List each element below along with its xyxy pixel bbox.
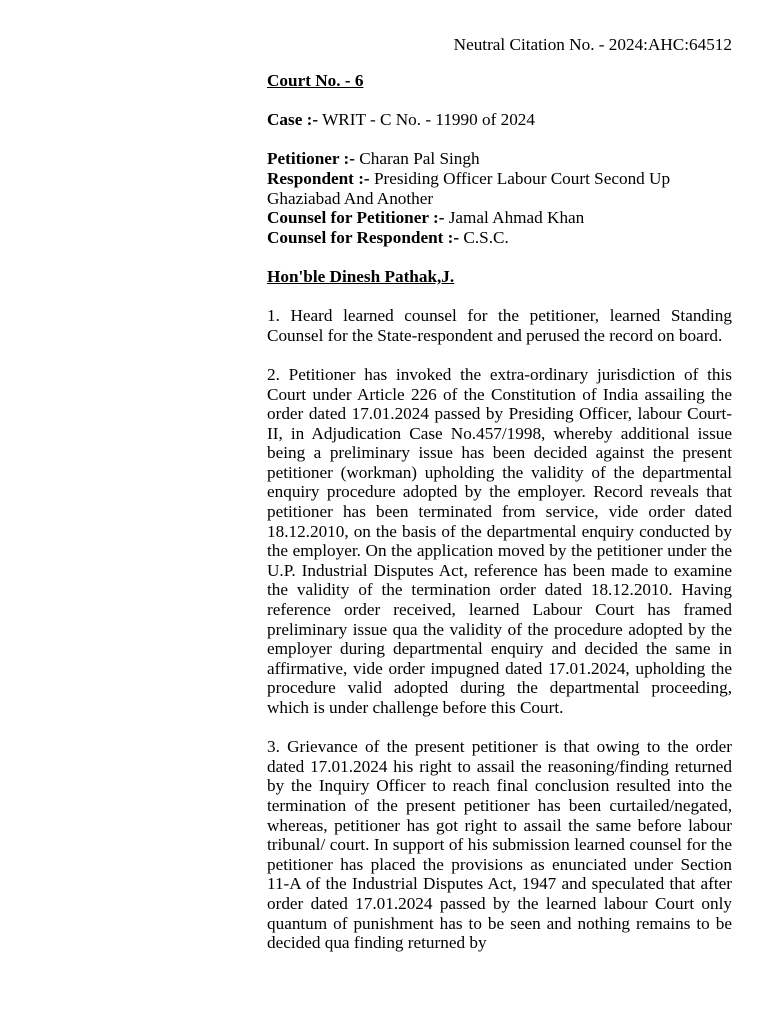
counsel-petitioner-line — [267, 208, 732, 228]
judgment-body — [267, 71, 732, 972]
court-number-text: Court No. - 6 — [267, 71, 364, 90]
counsel-respondent-label: Counsel for Respondent :- — [267, 227, 460, 247]
petitioner-line — [267, 149, 732, 169]
respondent-label: Respondent :- — [267, 168, 370, 188]
petitioner-label: Petitioner :- — [267, 149, 355, 169]
respondent-value: Presiding Officer Labour Court Second Up Ghaziabad And Another — [267, 168, 671, 208]
petitioner-value: Charan Pal Singh — [359, 149, 480, 169]
paragraph-1: 1. Heard learned counsel for the petitioner, learned Standing Counsel for the State-respondent and perused the record on board. — [267, 306, 732, 345]
judge-name — [267, 267, 732, 287]
case-line — [267, 110, 732, 130]
counsel-respondent-line — [267, 228, 732, 248]
case-value: WRIT - C No. - 11990 of 2024 — [322, 110, 535, 130]
paragraph-3: 3. Grievance of the present petitioner is that owing to the order dated 17.01.2024 his right to assail the reasoning/finding returned by the Inquiry Officer to reach final conclusion resulted into the termination of the present petitioner has been curtailed/negated, whereas, petitioner has got right to assail the same before labour tribunal/ court. In support of his submission learned counsel for the petitioner has placed the provisions as enunciated under Section 11-A of the Industrial Disputes Act, 1947 and speculated that after order dated 17.01.2024 passed by the learned labour Court only quantum of punishment has to be seen and nothing remains to be decided qua finding returned by — [267, 737, 732, 953]
counsel-respondent-value: C.S.C. — [463, 227, 509, 247]
neutral-citation: Neutral Citation No. - 2024:AHC:64512 — [453, 35, 732, 54]
court-number — [267, 71, 732, 91]
counsel-petitioner-label: Counsel for Petitioner :- — [267, 208, 445, 228]
judge-name-text: Hon'ble Dinesh Pathak,J. — [267, 266, 455, 286]
respondent-line — [267, 169, 732, 208]
paragraph-2: 2. Petitioner has invoked the extra-ordinary jurisdiction of this Court under Article 226 of the Constitution of India assailing the order dated 17.01.2024 passed by Presiding Officer, labour Court-II, in Adjudication Case No.457/1998, whereby additional issue being a preliminary issue has been decided against the present petitioner (workman) upholding the validity of the departmental enquiry procedure adopted by the employer. Record reveals that petitioner has been terminated from service, vide order dated 18.12.2010, on the basis of the departmental enquiry conducted by the employer. On the application moved by the petitioner under the U.P. Industrial Disputes Act, reference has been made to examine the validity of the termination order dated 18.12.2010. Having reference order received, learned Labour Court has framed preliminary issue qua the validity of the procedure adopted by the employer during departmental enquiry and decided the same in affirmative, vide order impugned dated 17.01.2024, upholding the procedure valid adopted during the departmental proceeding, which is under challenge before this Court. — [267, 364, 732, 717]
case-label: Case :- — [267, 110, 319, 130]
counsel-petitioner-value: Jamal Ahmad Khan — [448, 208, 585, 228]
